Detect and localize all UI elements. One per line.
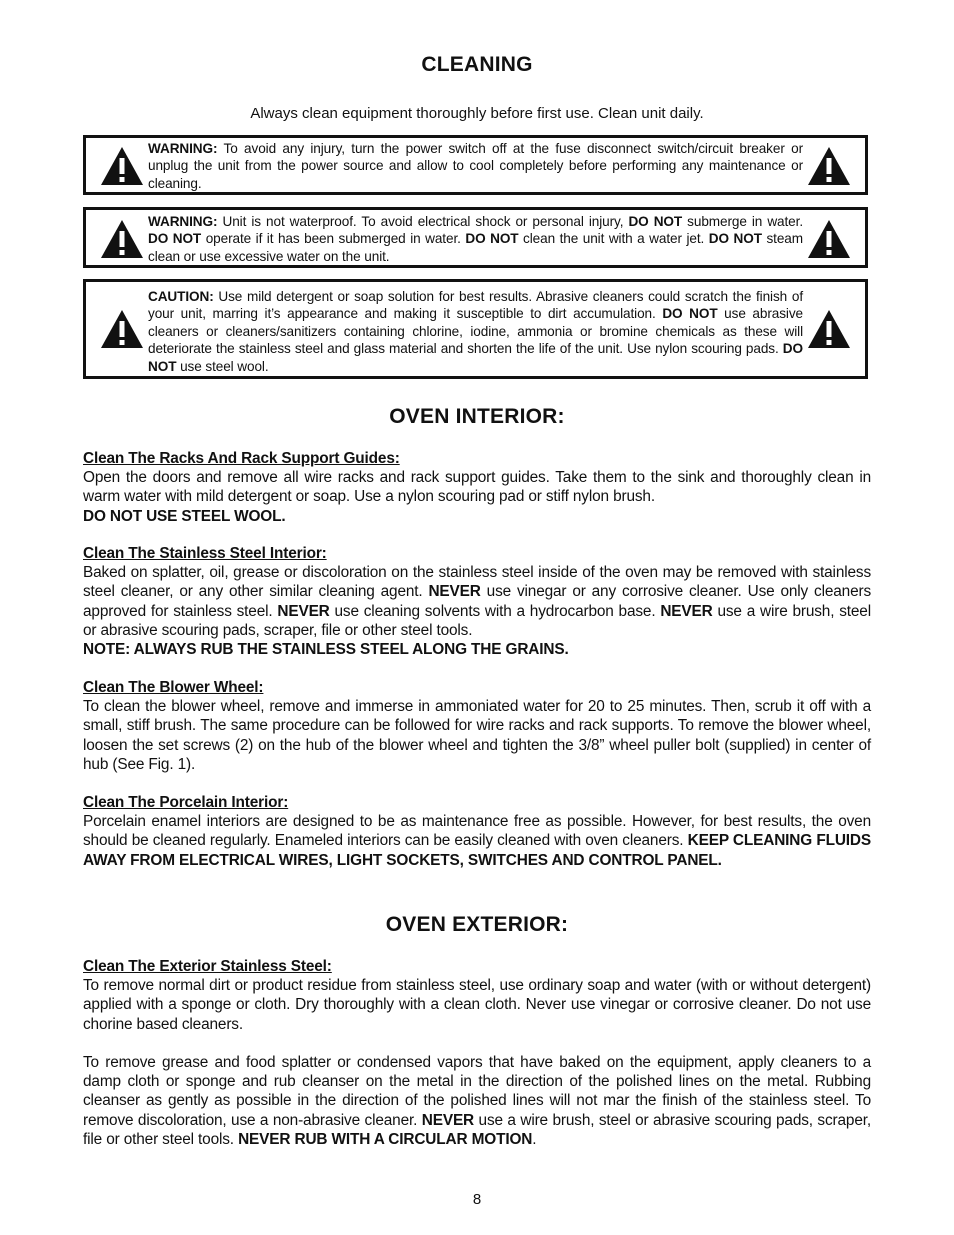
bold-text: NEVER xyxy=(660,602,713,620)
warning-text xyxy=(148,140,803,192)
bold-text: DO NOT xyxy=(708,231,762,247)
bold-text: WARNING: xyxy=(148,141,218,156)
paragraph xyxy=(83,468,871,506)
text-run: Use mild detergent or soap solution for best results. Abrasive cleaners could scratch the finish of your unit, marring it’s appearance and making it susceptible to dirt accumulation. xyxy=(148,289,803,322)
exterior-stainless-section xyxy=(83,957,871,1149)
subheading: Clean The Exterior Stainless Steel: xyxy=(83,958,332,975)
warning-box-waterproof xyxy=(83,207,868,268)
bold-text: DO NOT xyxy=(148,341,803,374)
text-run: operate if it has been submerged in water. xyxy=(201,231,466,247)
caution-text xyxy=(148,288,803,375)
text-run: To clean the blower wheel, remove and immerse in ammoniated water for 20 to 25 minutes. Then, scrub it off with a small, stiff brush. The same procedure can be followed for wire racks and rack supports. To remove the blower wheel, loosen the set screws (2) on the hub of the blower wheel and tighten the 3/8” wheel puller bolt (supplied) in center of hub (See Fig. 1). xyxy=(83,698,871,773)
text-run: use a wire brush, steel or abrasive scouring pads, scraper, file or other steel tools. xyxy=(83,602,871,639)
text-run: use vinegar or any corrosive cleaner. Use only cleaners approved for stainless steel. xyxy=(83,583,871,620)
page-number: 8 xyxy=(472,1191,482,1208)
text-run: use abrasive cleaners or cleaners/sanitizers containing chlorine, iodine, ammonia or bromine chemicals as these will deteriorate the stainless steel and glass material and shorten the life of the unit. Use nylon scouring pads. xyxy=(148,306,804,357)
text-run: steam clean or use excessive water on the unit. xyxy=(148,231,803,264)
text-run: . xyxy=(532,1130,537,1148)
emphasis-note: NOTE: ALWAYS RUB THE STAINLESS STEEL ALONG THE GRAINS. xyxy=(83,641,569,659)
paragraph xyxy=(83,1053,871,1149)
warning-triangle-icon xyxy=(100,309,144,349)
warning-triangle-icon xyxy=(100,219,144,259)
warning-triangle-icon xyxy=(100,146,144,186)
caution-box xyxy=(83,279,868,379)
bold-text: NEVER xyxy=(277,602,330,620)
warning-triangle-icon xyxy=(807,146,851,186)
text-run: Baked on splatter, oil, grease or discoloration on the stainless steel inside of the oven may be removed with stainless steel cleaner, or any other similar cleaning agent. xyxy=(83,564,871,601)
bold-text: WARNING: xyxy=(148,214,218,229)
warning-text xyxy=(148,213,803,265)
bold-text: KEEP CLEANING FLUIDS AWAY FROM ELECTRICAL WIRES, LIGHT SOCKETS, SWITCHES AND CONTROL PANEL. xyxy=(83,832,871,869)
subheading: Clean The Porcelain Interior: xyxy=(83,794,289,811)
warning-triangle-icon xyxy=(807,309,851,349)
page-title: CLEANING xyxy=(421,53,533,76)
text-run: Open the doors and remove all wire racks and rack support guides. Take them to the sink and thoroughly clean in warm water with mild detergent or soap. Use a nylon scouring pad or stiff nylon brush. xyxy=(83,469,871,506)
text-run: Unit is not waterproof. To avoid electrical shock or personal injury, xyxy=(217,214,629,229)
racks-section xyxy=(83,449,871,526)
bold-text: DO NOT xyxy=(662,306,718,322)
text-run: Porcelain enamel interiors are designed to be as maintenance free as possible. However, for best results, the oven should be cleaned regularly. Enameled interiors can be easily cleaned with oven cleaners. xyxy=(83,813,871,850)
text-run: clean the unit with a water jet. xyxy=(518,231,709,247)
blower-wheel-section xyxy=(83,678,871,774)
bold-text: DO NOT xyxy=(148,231,202,247)
subheading: Clean The Stainless Steel Interior: xyxy=(83,545,327,562)
intro-text: Always clean equipment thoroughly before first use. Clean unit daily. xyxy=(250,105,704,122)
subheading: Clean The Racks And Rack Support Guides: xyxy=(83,450,400,467)
paragraph xyxy=(83,812,871,870)
subheading: Clean The Blower Wheel: xyxy=(83,679,264,696)
text-run: To avoid any injury, turn the power switch off at the fuse disconnect switch/circuit breaker or unplug the unit from the power source and allow to cool completely before performing any maintenance or cleaning. xyxy=(148,141,803,191)
bold-text: NEVER RUB WITH A CIRCULAR MOTION xyxy=(238,1130,533,1148)
stainless-interior-section xyxy=(83,544,871,659)
text-run: use a wire brush, steel or abrasive scouring pads, scraper, file or other steel tools. xyxy=(83,1111,871,1148)
porcelain-section xyxy=(83,793,871,870)
oven-exterior-heading: OVEN EXTERIOR: xyxy=(385,913,569,936)
emphasis-note: DO NOT USE STEEL WOOL. xyxy=(83,507,286,525)
text-run: submerge in water. xyxy=(682,214,803,229)
bold-text: CAUTION: xyxy=(148,289,214,304)
bold-text: NEVER xyxy=(421,1111,475,1129)
warning-box-power xyxy=(83,135,868,195)
bold-text: NEVER xyxy=(428,583,481,601)
paragraph xyxy=(83,697,871,774)
text-run: use steel wool. xyxy=(176,358,269,374)
paragraph: To remove normal dirt or product residue from stainless steel, use ordinary soap and water (with or without detergent) applied with a sponge or cloth. Dry thoroughly with a clean cloth. Never use vinegar or corrosive cleaner. Do not use chorine based cleaners. xyxy=(83,977,871,1033)
text-run: To remove grease and food splatter or condensed vapors that have baked on the equipment, apply cleaners to a damp cloth or sponge and rub cleanser on the metal in the direction of the polished lines on the metal. Rubbing cleanser as gently as possible in the direction of the polished lines will not mar the finish of the stainless steel. To remove discoloration, use a non-abrasive cleaner. xyxy=(83,1054,871,1129)
bold-text: DO NOT xyxy=(628,214,683,229)
text-run: use cleaning solvents with a hydrocarbon base. xyxy=(329,602,661,620)
paragraph xyxy=(83,563,871,640)
bold-text: DO NOT xyxy=(465,231,519,247)
warning-triangle-icon xyxy=(807,219,851,259)
oven-interior-heading: OVEN INTERIOR: xyxy=(389,405,565,428)
